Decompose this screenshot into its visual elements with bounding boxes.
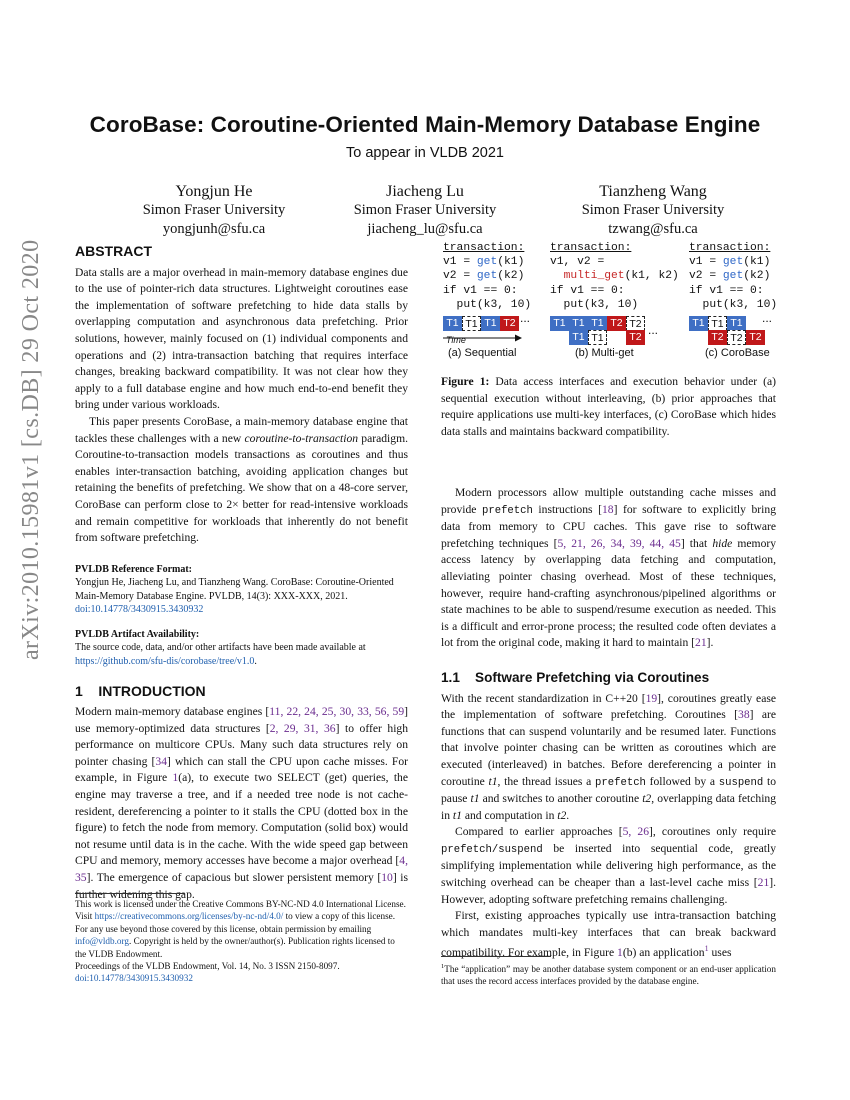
abstract-paragraph-2: This paper presents CoroBase, a main-memory database engine that tackles these challenges with a new coroutine-to-transaction paradigm. Coroutine-to-transaction models transactions as coroutines and thus enables inter-transaction batching, avoiding application changes but retaining the benefits of prefetching. We show that on a 48-core server, CoroBase can perform close to 2× better for read-intensive workloads and remain competitive for workloads that inherently do not benefit from software prefetching. [75, 414, 408, 545]
author-name: Tianzheng Wang [599, 183, 707, 200]
t1-compute-block: T1 [481, 316, 500, 331]
t2-compute-block: T2 [607, 316, 626, 331]
author-name: Yongjun He [175, 183, 253, 200]
author-3 [533, 182, 773, 239]
author-affiliation: Simon Fraser University [581, 202, 725, 218]
t1-stall-block: T1 [708, 316, 727, 331]
subcaption-sequential: (a) Sequential [448, 347, 517, 359]
pvldb-reference-text: Yongjun He, Jiacheng Lu, and Tianzheng Wang. CoroBase: Coroutine-Oriented Main-Memory Database Engine. PVLDB, 14(3): XXX-XXX, 2021. [75, 577, 394, 603]
subcaption-multi-get: (b) Multi-get [575, 347, 634, 359]
right-paragraph-2: With the recent standardization in C++20 [19], coroutines greatly ease the implementation of software prefetching. Coroutines [38] are functions that can suspend voluntarily and be resumed later. Functions that involve pointer chasing can be written as coroutines which are executed (interleaved) in batches. Before dereferencing a pointer in coroutine t1, the thread issues a prefetch followed by a suspend to pause t1 and switches to another coroutine t2, overlapping data fetching in t1 and computation in t2. [441, 691, 777, 822]
t1-stall-block: T1 [462, 316, 481, 331]
citation-link[interactable]: 19 [645, 691, 658, 705]
abstract-paragraph-1: Data stalls are a major overhead in main-memory database engines due to the use of pointer-rich data structures. Lightweight coroutines ease the implementation of software prefetching to hide data stalls by overlapping computation and asynchronous data prefetching. Prior solutions, however, mainly focused on (1) individual components and operations and (2) intra-transaction batching that requires interface changes, breaking backward compatibility. It was not clear how they apply to a full database engine and how much end-to-end benefit they bring under various workloads. [75, 265, 408, 412]
footnote-rule [75, 893, 185, 894]
t1-compute-block: T1 [569, 330, 588, 345]
code-sequential: transaction: v1 = get(k1) v2 = get(k2) if v1 == 0: put(k3, 10) [443, 242, 532, 311]
author-affiliation: Simon Fraser University [353, 202, 497, 218]
citation-link[interactable]: 5, 21, 26, 34, 39, 44, 45 [557, 536, 681, 550]
continuation-dots: ... [762, 311, 773, 325]
right-column [441, 485, 776, 962]
footnote-marker[interactable]: 1 [704, 944, 709, 954]
citation-link[interactable]: 10 [381, 871, 393, 884]
citation-link[interactable]: 5, 26 [622, 825, 650, 839]
t1-compute-block: T1 [727, 316, 746, 331]
author-email: tzwang@sfu.ca [608, 221, 698, 237]
author-affiliation: Simon Fraser University [142, 202, 286, 218]
citation-link[interactable]: 11, 22, 24, 25, 30, 33, 56, 59 [269, 705, 405, 719]
t2-compute-block: T2 [746, 330, 765, 345]
t1-compute-block: T1 [550, 316, 569, 331]
pvldb-artifact-text: The source code, data, and/or other artifacts have been made available at https://github.com/sfu-dis/corobase/tree/v1.0. [75, 642, 366, 668]
citation-link[interactable]: 34 [155, 754, 167, 768]
figure-caption: Figure 1: Data access interfaces and execution behavior under (a) sequential execution without interleaving, (b) prior approaches that require applications use multi-key interfaces, (c) CoroBase which hides data stalls and maintains backward compatibility. [441, 375, 777, 438]
license-notice: This work is licensed under the Creative Commons BY-NC-ND 4.0 International License. Visit https://creativecommons.org/licenses/by-nc-nd/4.0/ to view a copy of this license. For any use beyond those covered by this license, obtain permission by emailing info@vldb.org. Copyright is held by the owner/author(s). Publication rights licensed to the VLDB Endowment. Proceedings of the VLDB Endowment, Vol. 14, No. 3 ISSN 2150-8097. doi:10.14778/3430915.3430932 [75, 898, 408, 985]
continuation-dots: ... [648, 323, 659, 337]
citation-link[interactable]: 2, 29, 31, 36 [269, 721, 336, 735]
footnote-application: $^1$The “application” may be another database system component or an end-user application that uses the record access interfaces provided by the database engine. [441, 963, 776, 987]
code-corobase: transaction: v1 = get(k1) v2 = get(k2) if v1 == 0: put(k3, 10) [689, 242, 778, 311]
right-paragraph-1: Modern processors allow multiple outstanding cache misses and provide prefetch instructions [18] for software to explicitly bring data from memory to CPU caches. This gave rise to software prefetching techniques [5, 21, 26, 34, 39, 44, 45] that hide memory access latency by overlapping data fetching and computation, alleviating pointer chasing overhead. Most of these techniques, however, require hand-crafting asynchronous/pipelined algorithms or state machines to be able to suspend/resume execution as needed. This is a difficult and error-prone process; the resulted code often deviates a lot from the original code, making it hard to maintain [21]. [441, 486, 777, 650]
email-link[interactable]: info@vldb.org [75, 936, 129, 947]
t2-compute-block: T2 [500, 316, 519, 331]
footnote-rule [441, 956, 551, 957]
author-name: Jiacheng Lu [386, 183, 464, 200]
t1-compute-block: T1 [569, 316, 588, 331]
left-column [75, 243, 408, 903]
figure-ref-link[interactable]: 1 [172, 771, 179, 785]
t1-compute-block: T1 [588, 316, 607, 331]
pvldb-reference-heading: PVLDB Reference Format: [75, 563, 192, 575]
paper-subtitle: To appear in VLDB 2021 [346, 145, 504, 161]
t2-compute-block: T2 [626, 330, 645, 345]
proceedings-line: Proceedings of the VLDB Endowment, Vol. 14, No. 3 ISSN 2150-8097. [75, 961, 340, 972]
continuation-dots: ... [520, 311, 531, 325]
artifact-url-link[interactable]: https://github.com/sfu-dis/corobase/tree/v1.0 [75, 656, 255, 668]
right-paragraph-4: First, existing approaches typically use intra-transaction batching which mandates multi-key interfaces that can break backward compatibility. For example, in Figure 1(b) an application$^1$ uses [441, 909, 776, 960]
citation-link[interactable]: 21 [695, 636, 707, 650]
pvldb-doi-link[interactable]: doi:10.14778/3430915.3430932 [75, 604, 204, 616]
author-email: yongjunh@sfu.ca [162, 221, 266, 237]
figure-ref-link[interactable]: 1 [617, 946, 623, 960]
pvldb-artifact-heading: PVLDB Artifact Availability: [75, 628, 200, 640]
t2-stall-block: T2 [626, 316, 645, 331]
t2-stall-block: T2 [727, 330, 746, 345]
author-email: jiacheng_lu@sfu.ca [367, 221, 483, 237]
author-1 [94, 182, 334, 239]
t2-compute-block: T2 [708, 330, 727, 345]
t1-compute-block: T1 [443, 316, 462, 331]
author-2 [305, 182, 545, 239]
citation-link[interactable]: 4, 35 [75, 854, 408, 884]
section-1-1-heading: 1.1 Software Prefetching via Coroutines [441, 669, 710, 685]
license-doi-link[interactable]: doi:10.14778/3430915.3430932 [75, 973, 193, 984]
arxiv-identifier: arXiv:2010.15981v1 [cs.DB] 29 Oct 2020 [18, 239, 44, 660]
right-paragraph-3: Compared to earlier approaches [5, 26], coroutines only require prefetch/suspend be inserted into sequential code, greatly simplifying implementation while delivering high performance, as the switching overhead can be cheaper than a last-level cache miss [21]. However, adopting software prefetching remains challenging. [441, 825, 776, 906]
t1-compute-block: T1 [689, 316, 708, 331]
license-url-link[interactable]: https://creativecommons.org/licenses/by-nc-nd/4.0/ [94, 911, 284, 922]
citation-link[interactable]: 21 [757, 876, 770, 890]
subcaption-corobase: (c) CoroBase [705, 347, 770, 359]
abstract-heading: ABSTRACT [75, 243, 152, 259]
time-label: Time [446, 335, 466, 345]
t1-stall-block: T1 [588, 330, 607, 345]
introduction-heading: 1 INTRODUCTION [75, 683, 206, 700]
paper-title: CoroBase: Coroutine-Oriented Main-Memory Database Engine [89, 112, 761, 137]
citation-link[interactable]: 18 [601, 502, 614, 516]
code-multi-get: transaction: v1, v2 = multi_get(k1, k2) if v1 == 0: put(k3, 10) [550, 242, 679, 311]
introduction-paragraph: Modern main-memory database engines [11, 22, 24, 25, 30, 33, 56, 59] use memory-optimized data structures [2, 29, 31, 36] to offer high performance on multicore CPUs. Many such data structures rely on pointer chasing [34] which can stall the CPU upon cache misses. For example, in Figure 1(a), to execute two SELECT (get) queries, the engine may traverse a tree, and if a needed tree node is not cache-resident, dereferencing a pointer to it stalls the CPU (dotted box in the figure) to fetch the node from memory. Computation (solid box) would not resume until data is in the cache. With the wide speed gap between CPU and memory, memory accesses have become a major overhead [4, 35]. The emergence of capacious but slower persistent memory [10] is further widening this gap. [75, 705, 409, 901]
citation-link[interactable]: 38 [738, 708, 750, 722]
